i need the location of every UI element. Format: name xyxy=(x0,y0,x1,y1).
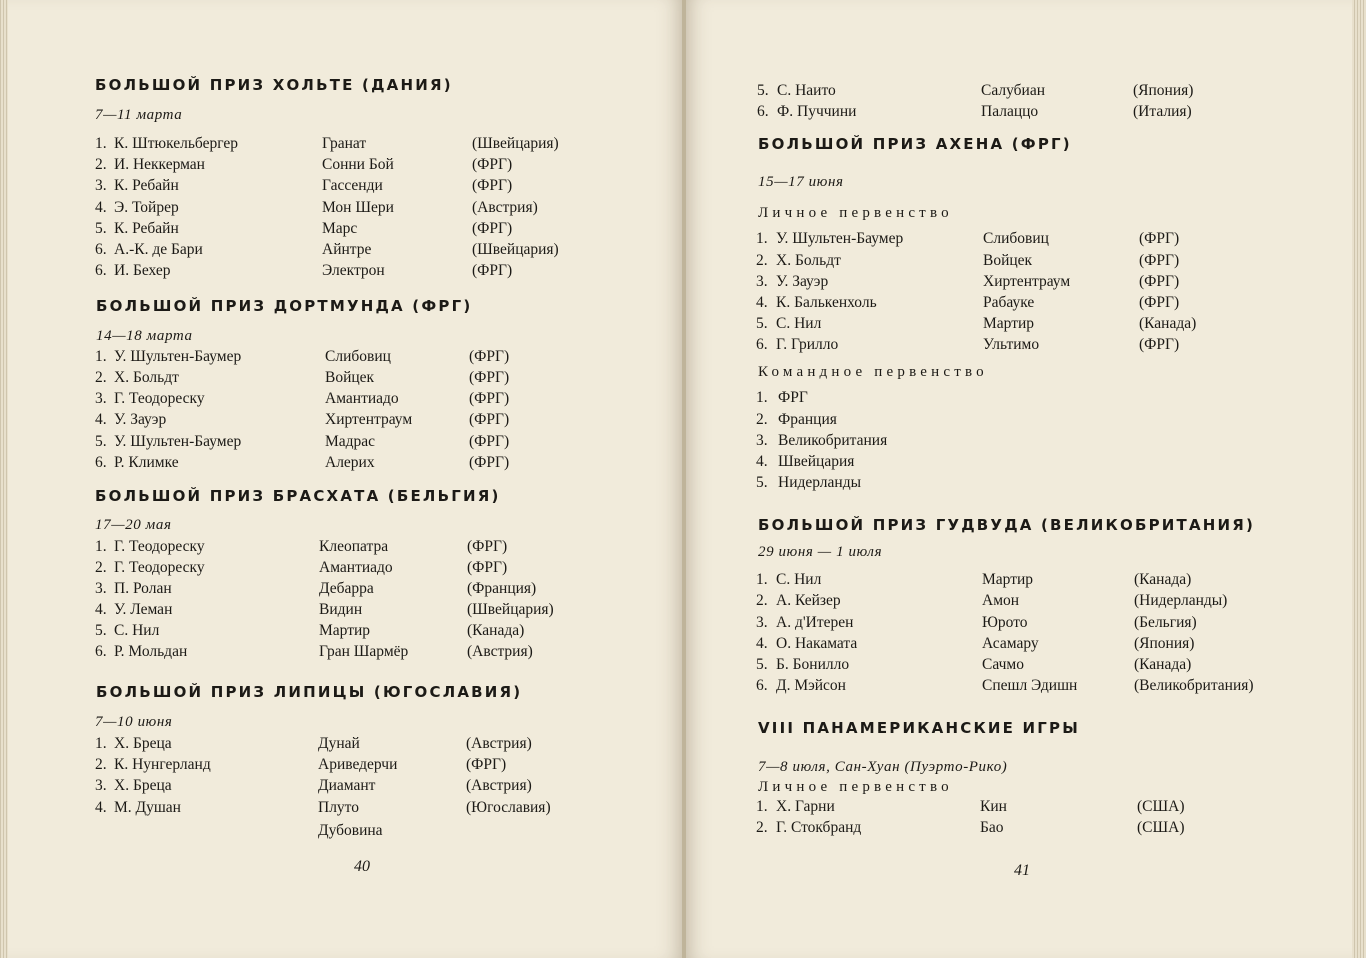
section-date-brasschaat: 17—20 мая xyxy=(95,517,172,533)
section-title-dortmund: БОЛЬШОЙ ПРИЗ ДОРТМУНДА (ФРГ) xyxy=(96,297,473,315)
page-edge-left xyxy=(0,0,8,958)
page-number: 40 xyxy=(354,858,370,875)
section-title-holte: БОЛЬШОЙ ПРИЗ ХОЛЬТЕ (ДАНИЯ) xyxy=(95,76,453,94)
section-title-aachen: БОЛЬШОЙ ПРИЗ АХЕНА (ФРГ) xyxy=(758,135,1072,153)
section-title-brasschaat: БОЛЬШОЙ ПРИЗ БРАСХАТА (БЕЛЬГИЯ) xyxy=(95,487,501,505)
section-date-lipica: 7—10 июня xyxy=(95,714,173,730)
section-title-lipica: БОЛЬШОЙ ПРИЗ ЛИПИЦЫ (ЮГОСЛАВИЯ) xyxy=(96,683,523,701)
individual-label-panamerican: Личное первенство xyxy=(758,779,953,795)
section-date-dortmund: 14—18 марта xyxy=(96,328,193,344)
page-number: 41 xyxy=(1014,862,1030,879)
section-title-panamerican: VIII ПАНАМЕРИКАНСКИЕ ИГРЫ xyxy=(758,719,1080,737)
section-title-goodwood: БОЛЬШОЙ ПРИЗ ГУДВУДА (ВЕЛИКОБРИТАНИЯ) xyxy=(758,516,1256,534)
team-label-aachen: Командное первенство xyxy=(758,364,988,380)
left-page: БОЛЬШОЙ ПРИЗ ХОЛЬТЕ (ДАНИЯ) 7—11 марта 1. К. Штюкельбергер Гранат (Швейцария) 2. И. Неккерман Сонни Бой (ФРГ) 3. К. Ребайн Гассенди (ФРГ) 4. Э. Тойрер Мон Шери (Австрия) 5. К. Ребайн Марс (ФРГ) 6. А.-К. де Бари Айнтре (Швейцария) 6. И. Бехер Электрон (ФРГ) БОЛЬШОЙ ПРИЗ ДОРТМУНДА (ФРГ) 14—18 марта 1. У. Шультен-Баумер Слибовиц (ФРГ) 2. Х. Больдт Войцек (ФРГ) 3. Г. Теодореску Амантиадо (ФРГ) 4. У. Зауэр Хиртентраум (ФРГ) 5. У. Шультен-Баумер Мадрас (ФРГ) 6. Р. Климке Алерих (ФРГ) БОЛЬШОЙ ПРИЗ БРАСХАТА (БЕЛЬГИЯ) 17—20 мая 1. Г. Теодореску Клеопатра (ФРГ) 2. Г. Теодореску Амантиадо (ФРГ) 3. П. Ролан Дебарра (Франция) 4. У. Леман Видин (Швейцария) 5. С. Нил Мартир (Канада) 6. Р. Мольдан Гран Шармёр (Австрия) БОЛЬШОЙ ПРИЗ ЛИПИЦЫ (ЮГОСЛАВИЯ) 7—10 июня 1. Х. Бреца Дунай (Австрия) 2. К. Нунгерланд Ариведерчи (ФРГ) 3. Х. Бреца Диамант (Австрия) 4. М. Душан Плуто (Югославия) Дубовина 40 xyxy=(0,0,685,958)
section-date-aachen: 15—17 июня xyxy=(758,174,844,190)
section-date-goodwood: 29 июня — 1 июля xyxy=(758,544,883,560)
individual-label-aachen: Личное первенство xyxy=(758,205,953,221)
section-date-holte: 7—11 марта xyxy=(95,107,183,123)
section-date-panamerican: 7—8 июля, Сан-Хуан (Пуэрто-Рико) xyxy=(758,759,1008,775)
right-page: 5. С. Наито Салубиан (Япония) 6. Ф. Пуччини Палаццо (Италия) БОЛЬШОЙ ПРИЗ АХЕНА (ФРГ) 15—17 июня Личное первенство 1. У. Шультен-Баумер Слибовиц (ФРГ) 2. Х. Больдт Войцек (ФРГ) 3. У. Зауэр Хиртентраум (ФРГ) 4. К. Балькенхоль Рабауке (ФРГ) 5. С. Нил Мартир (Канада) 6. Г. Грилло Ультимо (ФРГ) Командное первенство 1. ФРГ 2. Франция 3. Великобритания 4. Швейцария 5. Нидерланды БОЛЬШОЙ ПРИЗ ГУДВУДА (ВЕЛИКОБРИТАНИЯ) 29 июня — 1 июля 1. С. Нил Мартир (Канада) 2. А. Кейзер Амон (Нидерланды) 3. А. д'Итерен Юрото (Бельгия) 4. О. Накамата Асамару (Япония) 5. Б. Бонилло Сачмо (Канада) 6. Д. Мэйсон Спешл Эдишн (Великобритания) VIII ПАНАМЕРИКАНСКИЕ ИГРЫ 7—8 июля, Сан-Хуан (Пуэрто-Рико) Личное первенство 1. Х. Гарни Кин (США) 2. Г. Стокбранд Бао (США) 41 xyxy=(686,0,1366,958)
page-edge-right xyxy=(1352,0,1366,958)
